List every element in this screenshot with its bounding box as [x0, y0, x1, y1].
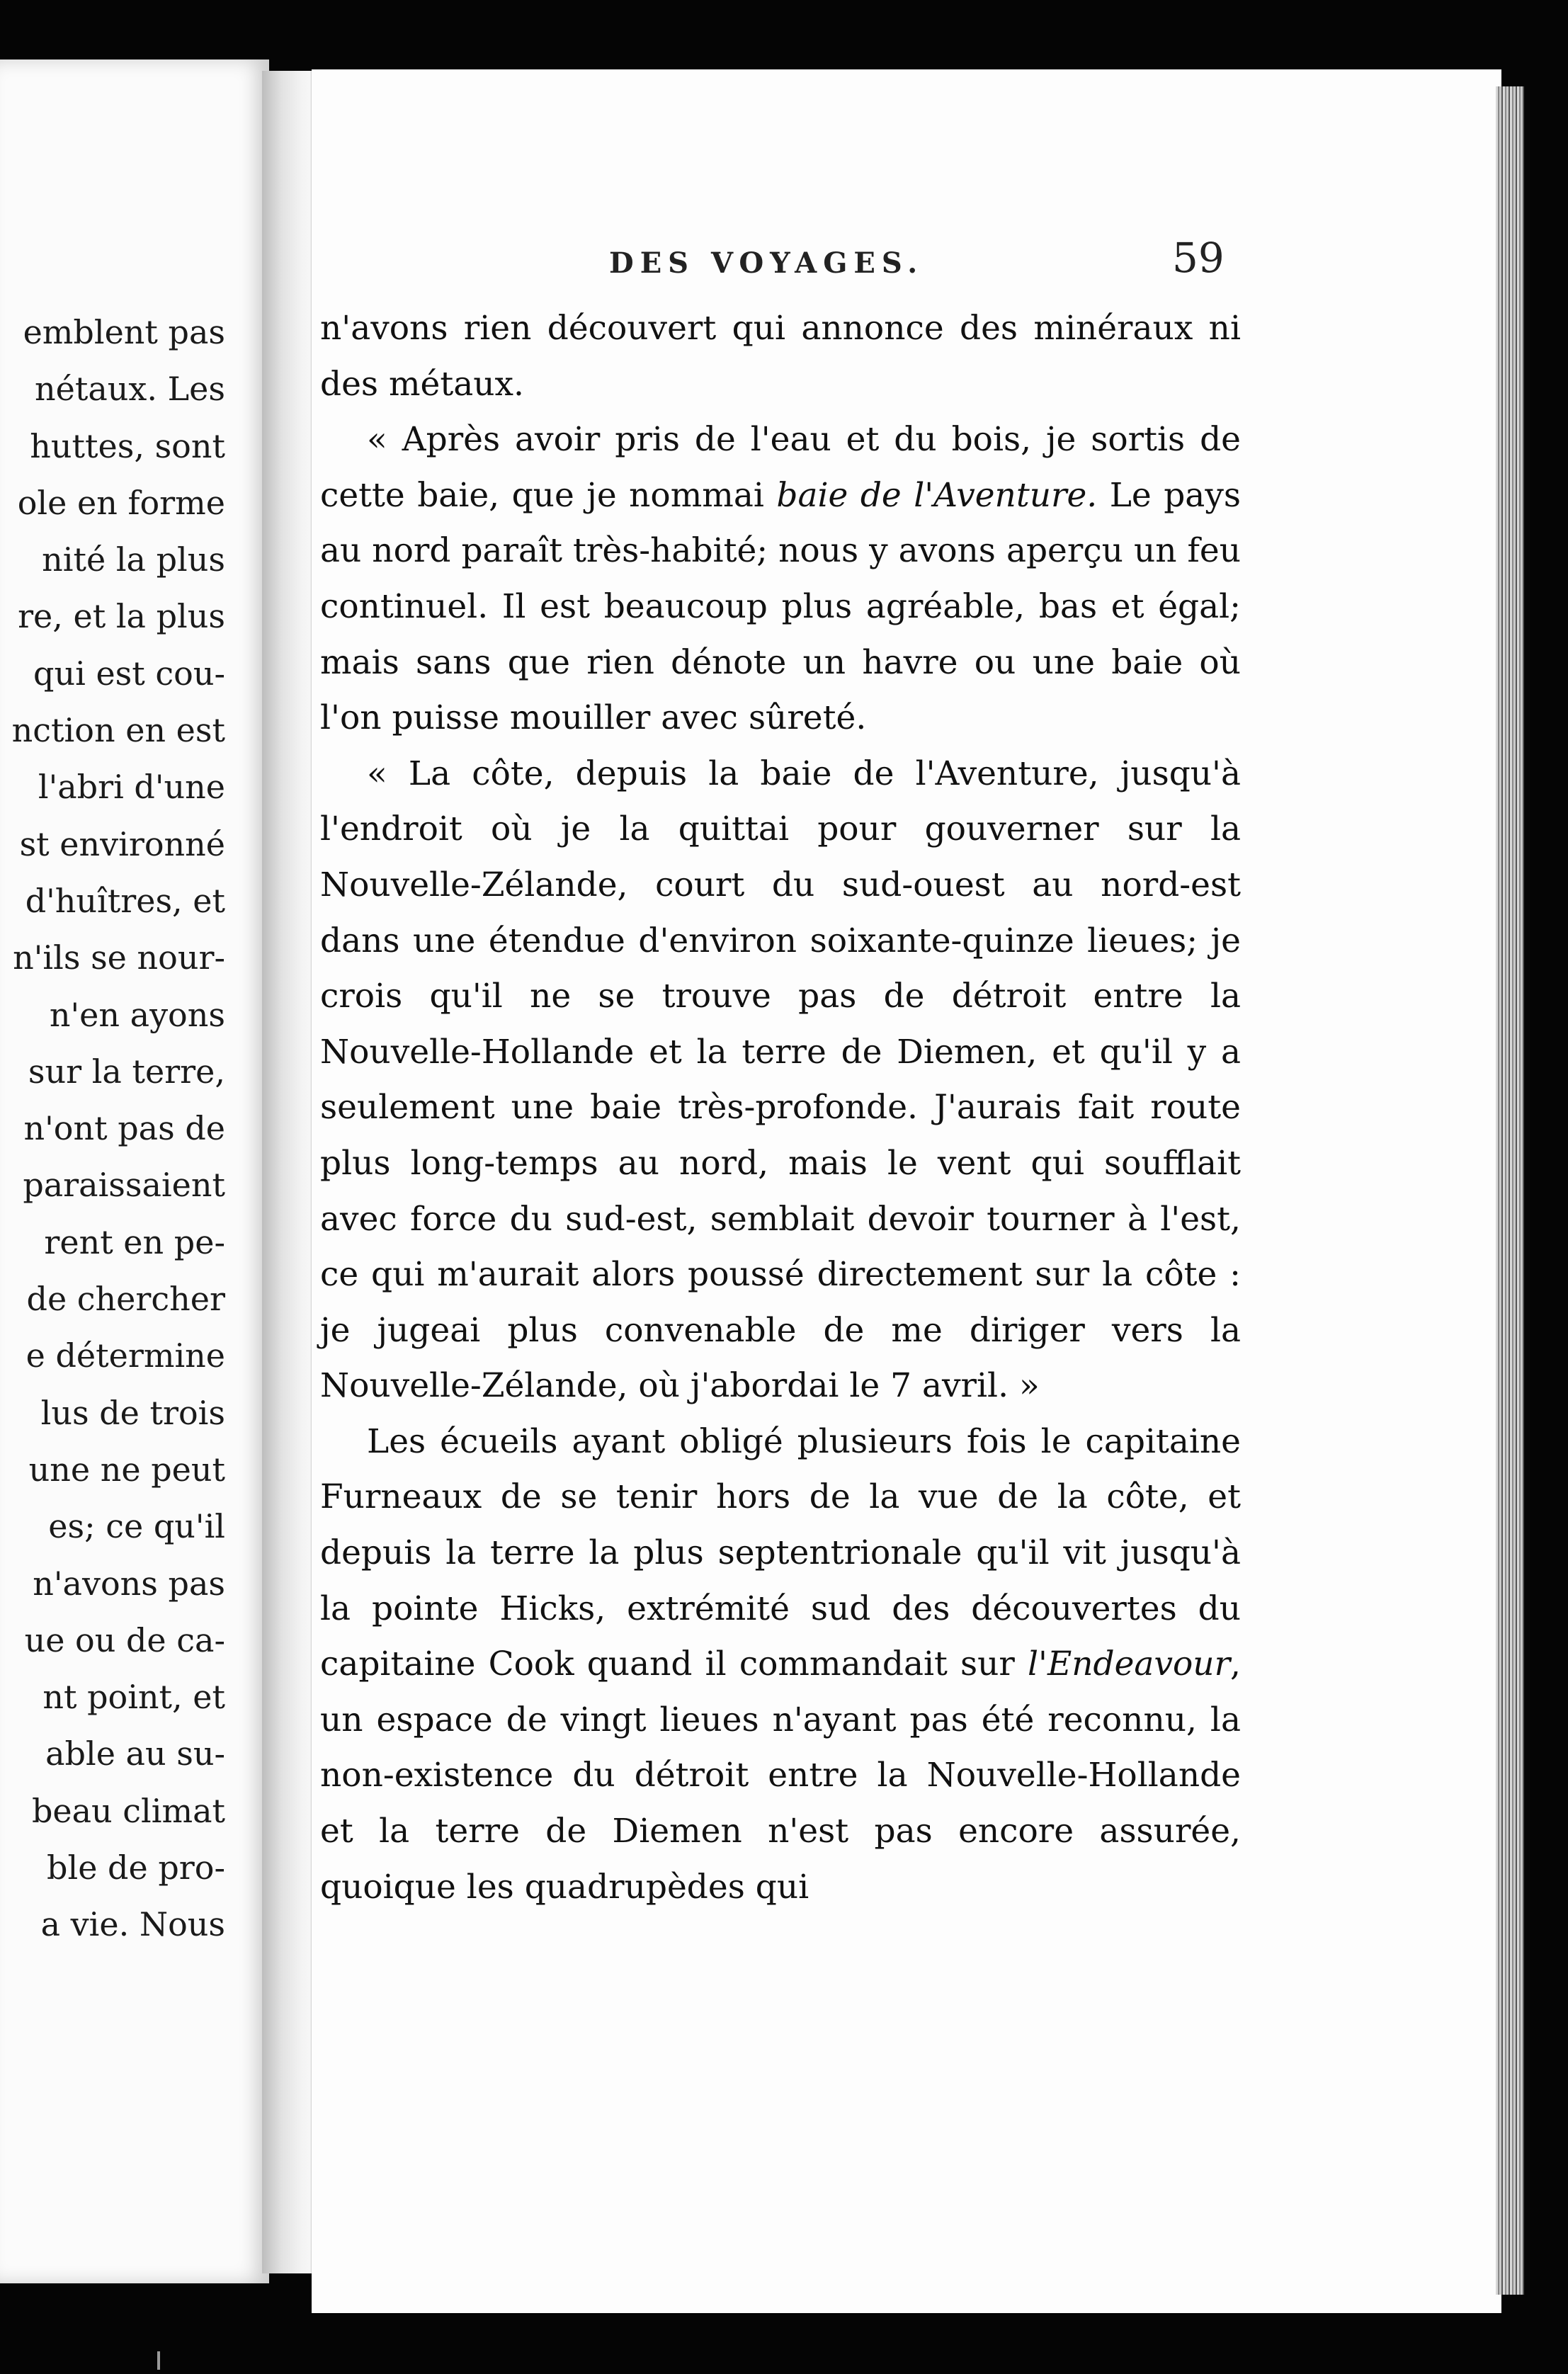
left-line: n'en ayons	[49, 995, 225, 1034]
left-line: nt point, et	[42, 1678, 225, 1717]
left-line: a vie. Nous	[40, 1905, 225, 1944]
text-run: Les écueils ayant obligé plusieurs fois le capitaine Furneaux de se tenir hors de la vue de la côte, et depuis la terre la plus septentrionale qu'il vit jusqu'à la pointe Hicks, extrémité sud des découvertes du capitaine Cook quand il commandait sur	[320, 1421, 1241, 1684]
left-line: paraissaient	[23, 1166, 225, 1205]
page-number: 59	[1172, 234, 1225, 282]
text-run: , un espace de vingt lieues n'ayant pas été reconnu, la non-existence du détroit entre la Nouvelle-Hollande et la terre de Diemen n'est pas encore assurée, quoique les quadrupèdes qui	[320, 1645, 1241, 1907]
text-run: Le pays au nord paraît très-habité; nous y avons aperçu un feu continuel. Il est beaucoup plus agréable, bas et égal; mais sans que rien dénote un havre ou une baie où l'on puisse mouiller avec sûreté.	[320, 475, 1241, 738]
paragraph: n'avons rien découvert qui annonce des minéraux ni des métaux.	[320, 309, 1241, 404]
left-line: une ne peut	[28, 1450, 225, 1489]
left-line: re, et la plus	[18, 597, 225, 636]
left-line: emblent pas	[23, 313, 225, 351]
left-line: l'abri d'une	[38, 768, 225, 807]
left-line: nction en est	[11, 711, 225, 750]
left-line: nité la plus	[42, 540, 225, 579]
left-line: able au su-	[45, 1734, 225, 1773]
left-page-text	[0, 304, 225, 1953]
paragraph: « La côte, depuis la baie de l'Aventure, jusqu'à l'endroit où je la quittai pour gouverner sur la Nouvelle-Zélande, court du sud-ouest au nord-est dans une étendue d'environ soixante-quinze lieues; je crois qu'il ne se trouve pas de détroit entre la Nouvelle-Hollande et la terre de Diemen, et qu'il y a seulement une baie très-profonde. J'aurais fait route plus long-temps au nord, mais le vent qui soufflait avec force du sud-est, semblait devoir tourner à l'est, ce qui m'aurait alors poussé directement sur la côte : je jugeai plus convenable de me diriger vers la Nouvelle-Zélande, où j'abordai le 7 avril. »	[320, 754, 1241, 1406]
book-gutter	[262, 71, 319, 2273]
left-line: lus de trois	[40, 1393, 225, 1432]
left-line: nétaux. Les	[35, 370, 225, 409]
left-line: ole en forme	[17, 483, 225, 522]
left-line: qui est cou-	[33, 654, 225, 693]
left-line: sur la terre,	[28, 1052, 225, 1091]
left-line: st environné	[19, 824, 225, 863]
text-run: « Après avoir pris de l'eau et du bois, je sortis de cette baie, que je nommai	[320, 420, 1241, 515]
body-text	[320, 301, 1241, 1915]
running-head: DES VOYAGES.	[609, 246, 924, 280]
page-edge	[1496, 86, 1524, 2295]
left-line: ble de pro-	[47, 1848, 225, 1887]
left-line: d'huîtres, et	[25, 881, 225, 920]
left-line: n'avons pas	[33, 1564, 225, 1603]
left-line: n'ils se nour-	[13, 938, 225, 977]
left-line: huttes, sont	[30, 426, 225, 465]
left-page	[0, 59, 269, 2283]
left-line: de chercher	[26, 1280, 225, 1319]
scan-mark	[157, 2351, 160, 2370]
left-line: beau climat	[31, 1791, 225, 1830]
italic-place-name: baie de l'Aventure.	[776, 475, 1098, 515]
left-line: es; ce qu'il	[48, 1507, 225, 1546]
left-line: n'ont pas de	[23, 1109, 225, 1148]
italic-ship-name: l'Endeavour	[1028, 1645, 1231, 1684]
left-line: e détermine	[25, 1336, 225, 1375]
paragraph	[320, 412, 1241, 746]
left-line: rent en pe-	[44, 1222, 225, 1261]
left-line: ue ou de ca-	[24, 1620, 225, 1659]
paragraph	[320, 1414, 1241, 1915]
